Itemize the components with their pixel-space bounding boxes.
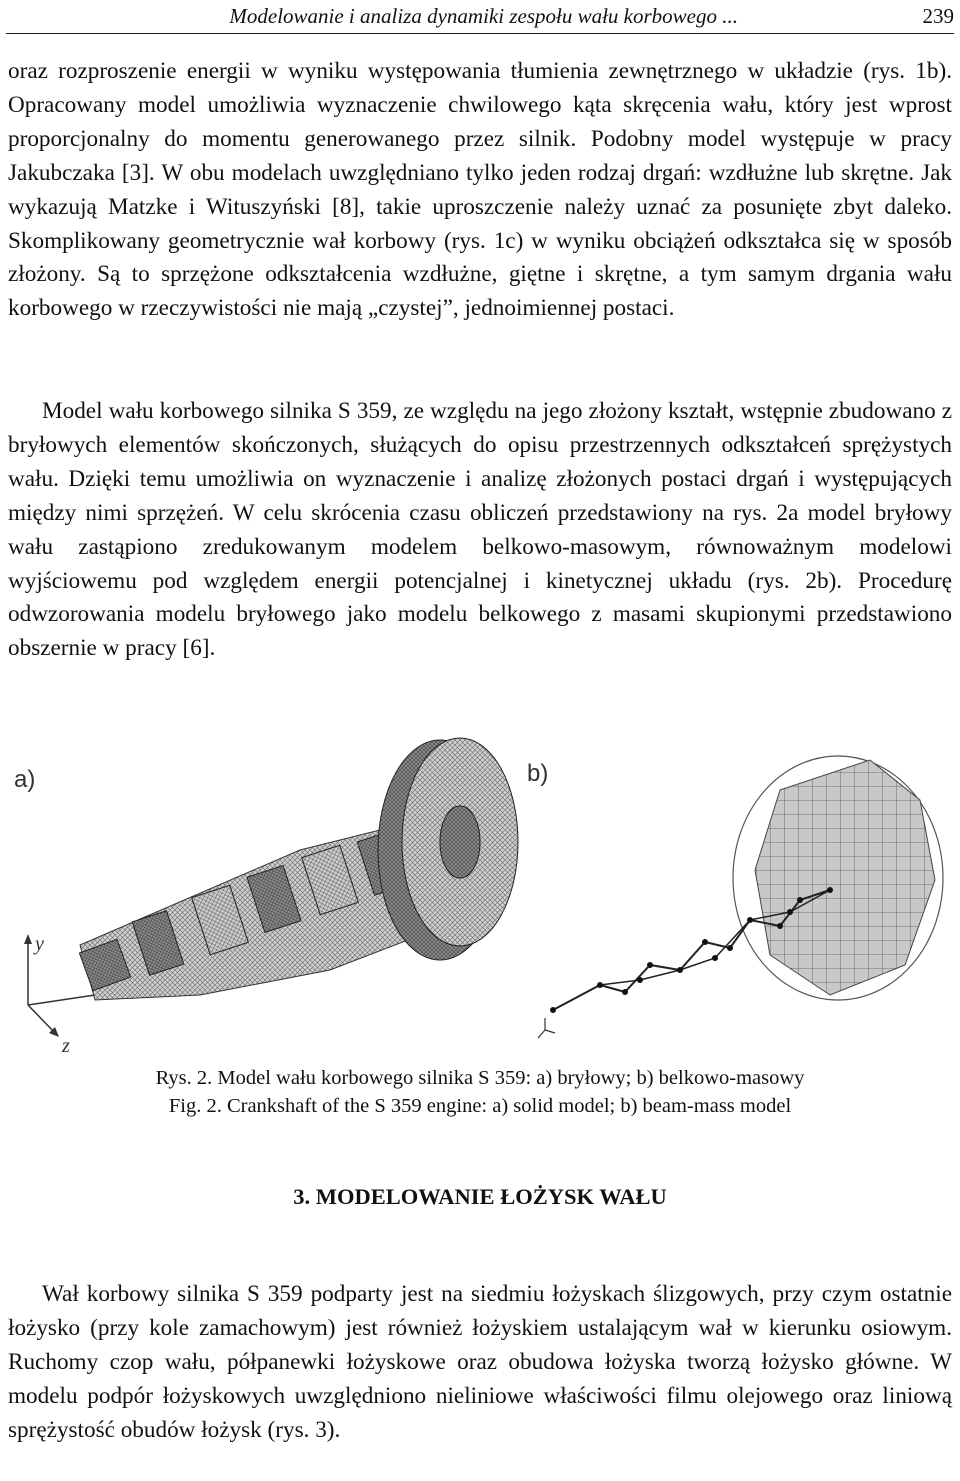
figure-illustration	[0, 730, 960, 1060]
axis-z-label: z	[62, 1035, 70, 1057]
paragraph-3	[8, 1278, 952, 1448]
axis-y-label: y	[35, 933, 44, 955]
paragraph-2	[8, 395, 952, 666]
running-title: Modelowanie i analiza dynamiki zespołu wału korbowego ...	[229, 4, 738, 28]
paragraph-3-text: Wał korbowy silnika S 359 podparty jest na siedmiu łożyskach ślizgowych, przy czym ostatnie łożysko (przy kole zamachowym) jest również łożyskiem ustalającym wał w kierunku osiowym. Ruchomy czop wału, półpanewki łożyskowe oraz obudowa łożyska tworzą łożysko główne. W modelu podpór łożyskowych uwzględniono nieliniowe właściwości filmu olejowego oraz liniową sprężystość obudów łożysk (rys. 3).	[8, 1281, 952, 1443]
figure-caption-pl: Rys. 2. Model wału korbowego silnika S 359: a) bryłowy; b) belkowo-masowy	[155, 1067, 805, 1089]
crankshaft-solid-model	[79, 738, 518, 1000]
section-heading: 3. MODELOWANIE ŁOŻYSK WAŁU	[293, 1184, 667, 1209]
paragraph-2-text: Model wału korbowego silnika S 359, ze względu na jego złożony kształt, wstępnie zbudowano z bryłowych elementów skończonych, służących do opisu przestrzennych odkształceń sprężystych wału. Dzięki temu umożliwia on wyznaczenie i analizę złożonych postaci drgań i występujących między nimi sprzężeń. W celu skrócenia czasu obliczeń przedstawiony na rys. 2a model bryłowy wału zastąpiono zredukowanym modelem belkowo-masowym, równoważnym modelowi wyjściowemu pod względem energii potencjalnej i kinetycznej układu (rys. 2b). Procedurę odwzorowania modelu bryłowego jako modelu belkowego z masami skupionymi przedstawiono obszernie w pracy [6].	[8, 398, 952, 662]
figure-2	[0, 730, 960, 1060]
paragraph-1-text: oraz rozproszenie energii w wyniku występowania tłumienia zewnętrznego w układzie (rys. 1b). Opracowany model umożliwia wyznaczenie chwilowego kąta skręcenia wału, który jest wprost proporcjonalny do momentu generowanego przez silnik. Podobny model występuje w pracy Jakubczaka [3]. W obu modelach uwzględniano tylko jeden rodzaj drgań: wzdłużne lub skrętne. Jak wykazują Matzke i Wituszyński [8], takie uproszczenie należy uznać za posunięte zbyt daleko. Skomplikowany geometrycznie wał korbowy (rys. 1c) w wyniku obciążeń odkształca się w sposób złożony. Są to sprzężone odkształcenia wzdłużne, giętne i skrętne, a tym samym drgania wału korbowego w rzeczywistości nie mają „czystej”, jednoimiennej postaci.	[8, 58, 952, 322]
figure-label-a: a)	[14, 766, 36, 793]
running-header	[0, 0, 960, 42]
page-number: 239	[922, 4, 954, 28]
figure-caption-en: Fig. 2. Crankshaft of the S 359 engine: a) solid model; b) beam-mass model	[168, 1095, 792, 1117]
beam-mass-model	[538, 756, 943, 1038]
header-rule	[6, 33, 954, 34]
figure-label-b: b)	[527, 760, 549, 787]
paragraph-1	[8, 55, 952, 326]
